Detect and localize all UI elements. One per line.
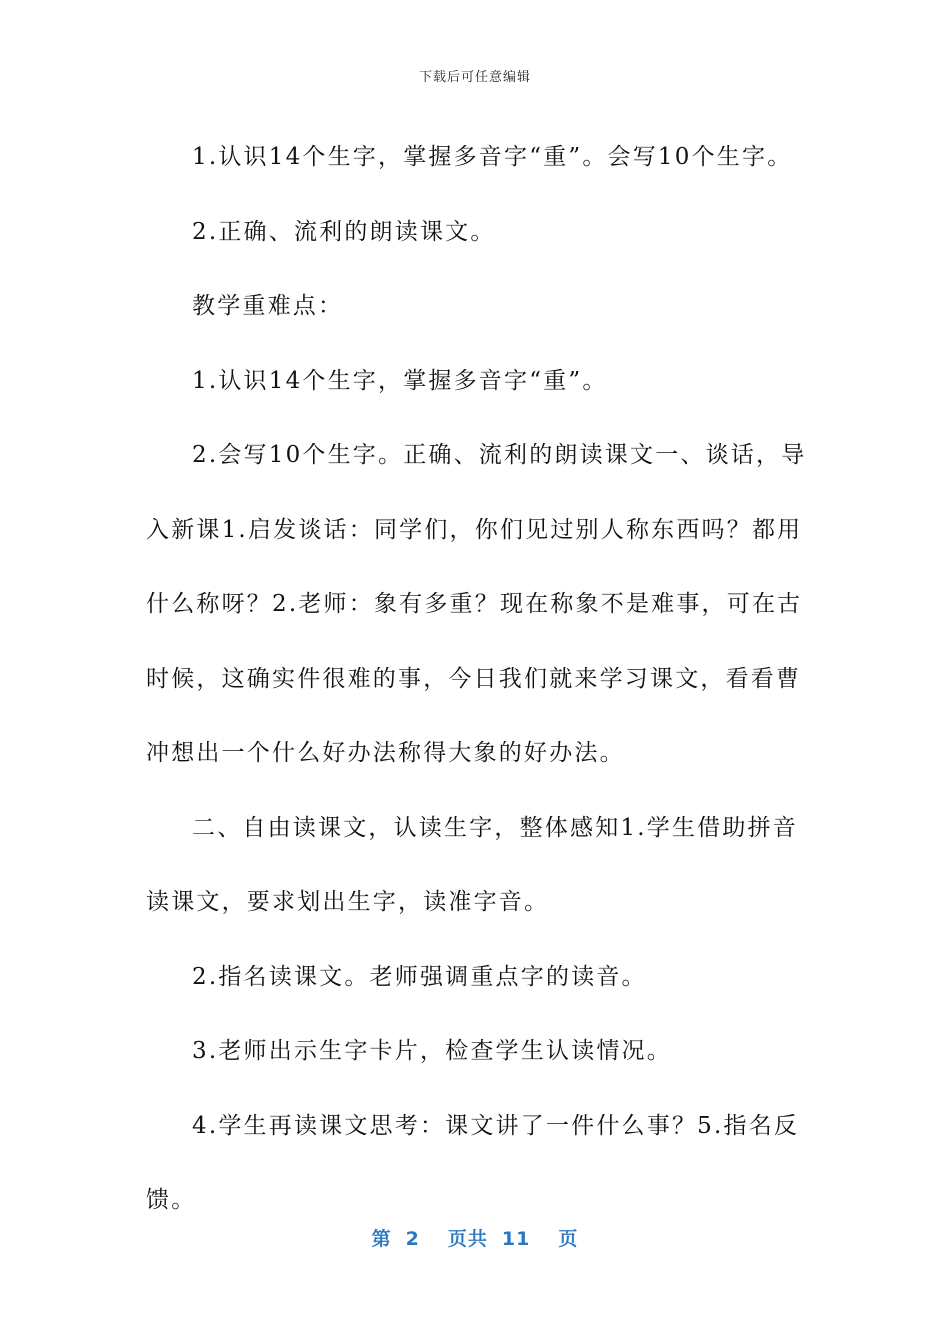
footer-current-page: 2 bbox=[405, 1228, 420, 1250]
document-body bbox=[146, 120, 811, 1238]
page-footer bbox=[0, 1224, 950, 1251]
footer-total-pages: 11 bbox=[501, 1228, 531, 1250]
paragraph-reading-section: 二、自由读课文，认读生字，整体感知1.学生借助拼音读课文，要求划出生字，读准字音。 bbox=[146, 814, 798, 915]
footer-middle: 页共 bbox=[447, 1228, 488, 1250]
paragraph-key-point-2-intro: 2.会写10个生字。正确、流利的朗读课文一、谈话，导入新课1.启发谈话：同学们，你们见过别人称东西吗？都用什么称呀？2.老师：象有多重？现在称象不是难事，可在古时候，这确实件很难的事，今日我们就来学习课文，看看曹冲想出一个什么好办法称得大象的好办法。 bbox=[146, 442, 807, 766]
footer-suffix: 页 bbox=[558, 1228, 579, 1250]
paragraph-step-4: 4.学生再读课文思考：课文讲了一件什么事？5.指名反馈。 bbox=[146, 1112, 800, 1213]
paragraph-step-3: 3.老师出示生字卡片，检查学生认读情况。 bbox=[192, 1038, 672, 1064]
paragraph-objective-1: 1.认识14个生字，掌握多音字“重”。会写10个生字。 bbox=[192, 144, 793, 170]
paragraph-key-point-1: 1.认识14个生字，掌握多音字“重”。 bbox=[192, 367, 608, 394]
paragraph-step-2: 2.指名读课文。老师强调重点字的读音。 bbox=[192, 963, 647, 990]
page-header: 下载后可任意编辑 bbox=[418, 70, 531, 85]
paragraph-objective-2: 2.正确、流利的朗读课文。 bbox=[192, 218, 496, 245]
paragraph-key-points-heading: 教学重难点： bbox=[192, 293, 344, 319]
footer-prefix: 第 bbox=[371, 1228, 392, 1250]
